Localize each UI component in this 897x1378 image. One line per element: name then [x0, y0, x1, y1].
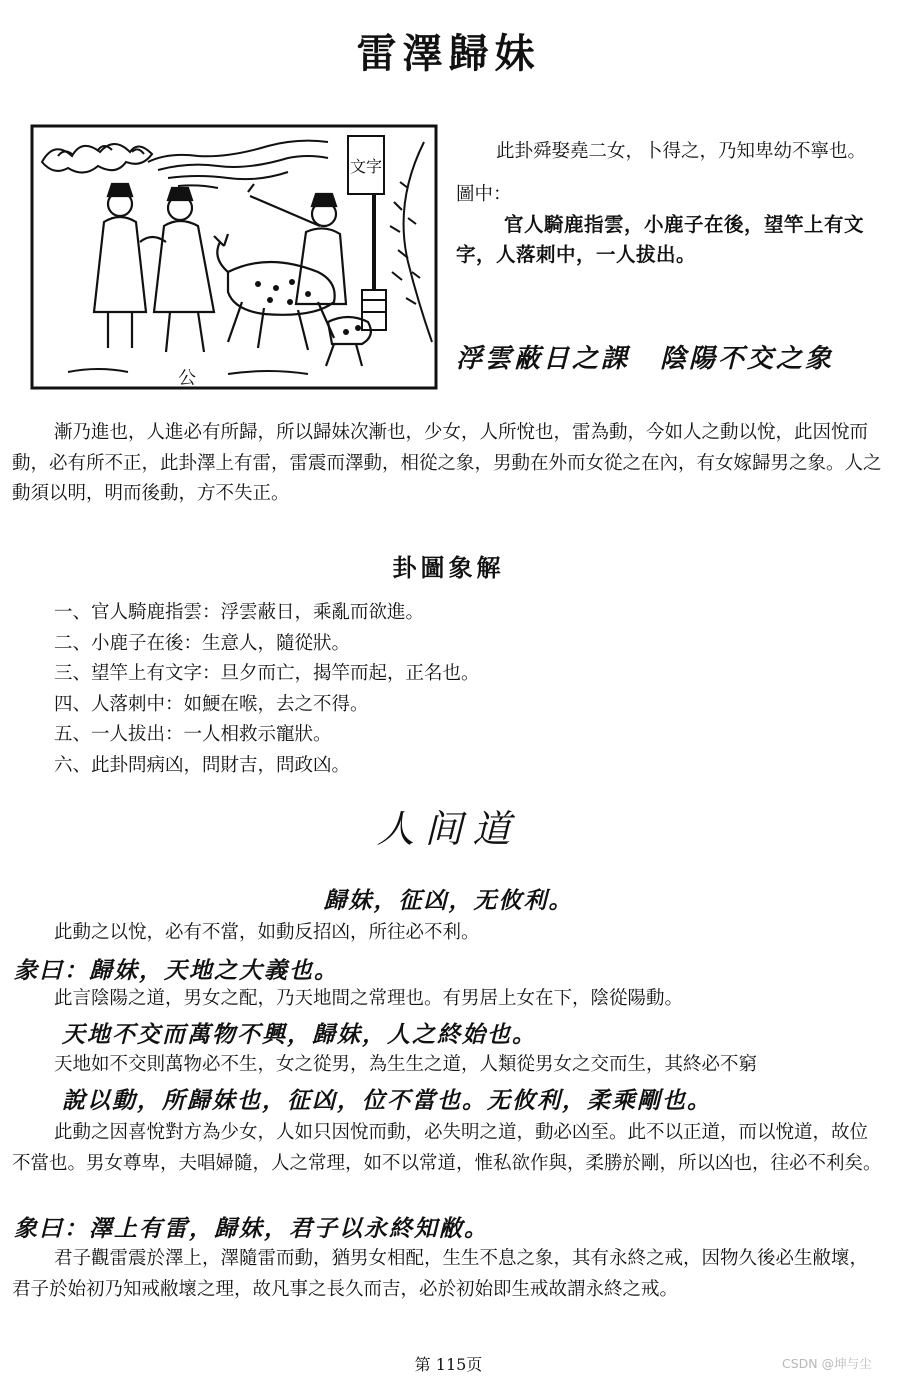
illustration-drawing	[28, 122, 440, 392]
list-item: 三、望竿上有文字：旦夕而亡，揭竿而起，正名也。	[54, 663, 480, 684]
section-title: 卦圖象解	[392, 553, 505, 582]
watermark: CSDN @坤与尘	[782, 1356, 872, 1371]
motto-right: 陰陽不交之象	[660, 344, 835, 374]
verse-2-explanation: 此言陰陽之道，男女之配，乃天地間之常理也。有男居上女在下，陰從陽動。	[54, 988, 684, 1009]
figure-description: 官人騎鹿指雲，小鹿子在後，望竿上有文字，人落刺中，一人拔出。	[456, 213, 865, 266]
verse-5-explanation: 君子觀雷震於澤上，澤隨雷而動，猶男女相配，生生不息之象，其有永終之戒，因物久後必生敝壞，君子於始初乃知戒敝壞之理，故凡事之長久而吉，必於初始即生戒故謂永終之戒。	[12, 1248, 869, 1300]
intro-block	[456, 136, 884, 270]
list-item: 二、小鹿子在後：生意人，隨從狀。	[54, 632, 351, 654]
section2-title: 人间道	[376, 807, 521, 851]
verse-4: 說以動，所歸妹也，征凶，位不當也。无攸利，柔乘剛也。	[62, 1087, 712, 1114]
motto	[456, 338, 886, 375]
list-item: 六、此卦問病凶，問財吉，問政凶。	[54, 754, 351, 776]
figure-label: 圖中：	[456, 184, 512, 205]
list-item: 一、官人騎鹿指雲：浮雲蔽日，乘亂而欲進。	[54, 602, 425, 623]
verse-3-explanation: 天地如不交則萬物必不生，女之從男，為生生之道，人類從男女之交而生，其終必不窮	[54, 1054, 758, 1075]
verse-1-explanation: 此動之以悅，必有不當，如動反招凶，所往必不利。	[54, 922, 480, 943]
motto-left: 浮雲蔽日之課	[456, 344, 631, 374]
interpretation-list	[54, 598, 874, 781]
verse-2: 彖曰：歸妹，天地之大義也。	[14, 957, 339, 984]
list-item: 五、一人拔出：一人相救示寵狀。	[54, 724, 332, 745]
list-item: 四、人落刺中：如鯁在喉，去之不得。	[54, 693, 369, 715]
ground-text: 公	[178, 368, 196, 389]
intro-paragraph: 漸乃進也，人進必有所歸，所以歸妹次漸也，少女，人所悅也，雷為動，今如人之動以悅，此因悅而動，必有所不正，此卦澤上有雷，雷震而澤動，相從之象，男動在外而女從之在內，有女嫁歸男之象。人之動須以明，明而後動，方不失正。	[12, 422, 882, 504]
page-number: 第 115页	[414, 1355, 483, 1374]
flag-text: 文字	[349, 157, 383, 176]
page-title: 雷澤歸妹	[356, 30, 541, 77]
verse-5: 象曰：澤上有雷，歸妹，君子以永終知敝。	[14, 1215, 489, 1242]
woodcut-illustration	[28, 122, 440, 392]
intro-summary: 此卦舜娶堯二女，卜得之，乃知卑幼不寧也。	[496, 141, 867, 162]
verse-1: 歸妹，征凶，无攸利。	[323, 887, 574, 914]
verse-4-explanation: 此動之因喜悅對方為少女，人如只因悅而動，必失明之道，動必凶至。此不以正道，而以悅道，故位不當也。男女尊卑，夫唱婦隨，人之常理，如不以常道，惟私欲作與，柔勝於剛，所以凶也，往必不利矣。	[12, 1122, 882, 1174]
verse-3: 天地不交而萬物不興，歸妹，人之終始也。	[62, 1021, 537, 1048]
